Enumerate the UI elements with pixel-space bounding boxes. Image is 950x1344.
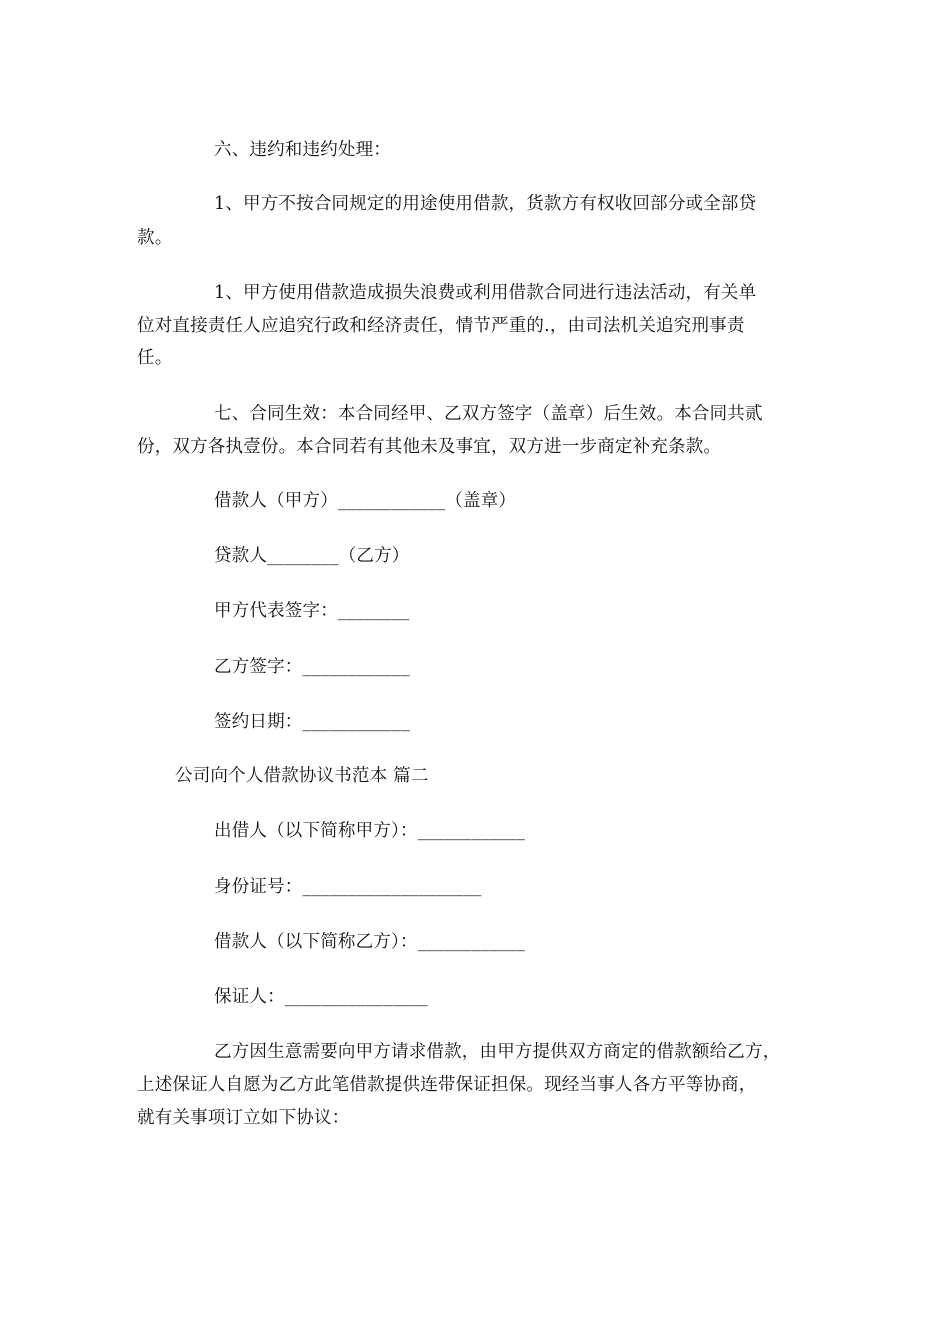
- intro-paragraph-line-2: 上述保证人自愿为乙方此笔借款提供连带保证担保。现经当事人各方平等协商，: [137, 1075, 757, 1095]
- section-6-item-1-line-1: 1、甲方不按合同规定的用途使用借款，货款方有权收回部分或全部贷: [214, 194, 757, 214]
- section-6-item-2-line-3: 任。: [137, 348, 173, 368]
- section-7-line-1: 七、合同生效：本合同经甲、乙双方签字（盖章）后生效。本合同共贰: [214, 404, 763, 424]
- sign-date-line: 签约日期：____________: [214, 712, 410, 732]
- guarantor-field: 保证人：________________: [214, 987, 428, 1007]
- section-7-line-2: 份，双方各执壹份。本合同若有其他未及事宜，双方进一步商定补充条款。: [137, 437, 722, 457]
- lender-field: 出借人（以下简称甲方）：____________: [214, 821, 526, 841]
- id-number-field: 身份证号：____________________: [214, 877, 482, 897]
- part-2-heading: 公司向个人借款协议书范本 篇二: [175, 766, 429, 786]
- borrower-signature-line: 借款人（甲方）____________（盖章）: [214, 491, 517, 511]
- intro-paragraph-line-3: 就有关事项订立如下协议：: [137, 1108, 350, 1128]
- borrower-field: 借款人（以下简称乙方）：____________: [214, 932, 526, 952]
- section-6-title: 六、违约和违约处理：: [214, 140, 391, 160]
- intro-paragraph-line-1: 乙方因生意需要向甲方请求借款，由甲方提供双方商定的借款额给乙方，: [214, 1042, 781, 1062]
- lender-signature-line: 贷款人________（乙方）: [214, 546, 410, 566]
- party-b-signature-line: 乙方签字：____________: [214, 657, 410, 677]
- section-6-item-2-line-2: 位对直接责任人应追究行政和经济责任，情节严重的.，由司法机关追究刑事责: [137, 316, 745, 336]
- section-6-item-1-line-2: 款。: [137, 228, 173, 248]
- section-6-item-2-line-1: 1、甲方使用借款造成损失浪费或利用借款合同进行违法活动，有关单: [214, 283, 757, 303]
- party-a-rep-signature-line: 甲方代表签字：________: [214, 601, 410, 621]
